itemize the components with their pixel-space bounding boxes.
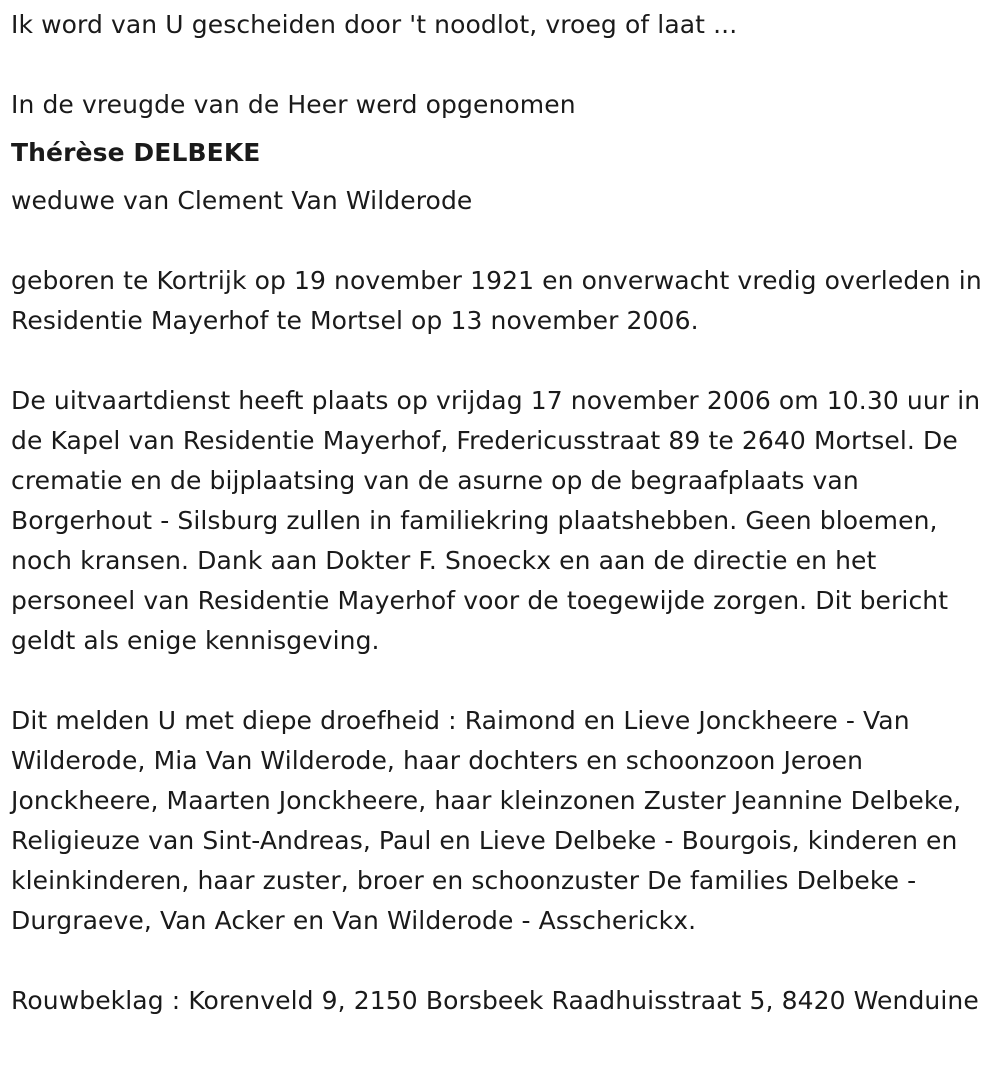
obituary-notice (11, 5, 991, 1021)
spacer (11, 221, 991, 261)
widow-of-line: weduwe van Clement Van Wilderode (11, 186, 473, 215)
condolence-address: Rouwbeklag : Korenveld 9, 2150 Borsbeek Raadhuisstraat 5, 8420 Wenduine (11, 986, 979, 1015)
deceased-name: Thérèse DELBEKE (11, 138, 261, 167)
intro-line: In de vreugde van de Heer werd opgenomen (11, 90, 576, 119)
funeral-paragraph: De uitvaartdienst heeft plaats op vrijdag 17 november 2006 om 10.30 uur in de Kapel van Residentie Mayerhof, Fredericusstraat 89 te 2640 Mortsel. De crematie en de bijplaatsing van de asurne op de begraafplaats van Borgerhout - Silsburg zullen in familiekring plaatshebben. Geen bloemen, noch kransen. Dank aan Dokter F. Snoeckx en aan de directie en het personeel van Residentie Mayerhof voor de toegewijde zorgen. Dit bericht geldt als enige kennisgeving. (11, 386, 981, 655)
mourners-paragraph: Dit melden U met diepe droefheid : Raimond en Lieve Jonckheere - Van Wilderode, Mia Van Wilderode, haar dochters en schoonzoon Jeroen Jonckheere, Maarten Jonckheere, haar kleinzonen Zuster Jeannine Delbeke, Religieuze van Sint-Andreas, Paul en Lieve Delbeke - Bourgois, kinderen en kleinkinderen, haar zuster, broer en schoonzuster De families Delbeke - Durgraeve, Van Acker en Van Wilderode - Asscherickx. (11, 706, 962, 935)
spacer (11, 341, 991, 381)
opening-line: Ik word van U gescheiden door 't noodlot, vroeg of laat ... (11, 10, 738, 39)
spacer (11, 661, 991, 701)
spacer (11, 941, 991, 981)
birth-death-paragraph: geboren te Kortrijk op 19 november 1921 en onverwacht vredig overleden in Residentie Mayerhof te Mortsel op 13 november 2006. (11, 266, 982, 335)
spacer (11, 45, 991, 85)
